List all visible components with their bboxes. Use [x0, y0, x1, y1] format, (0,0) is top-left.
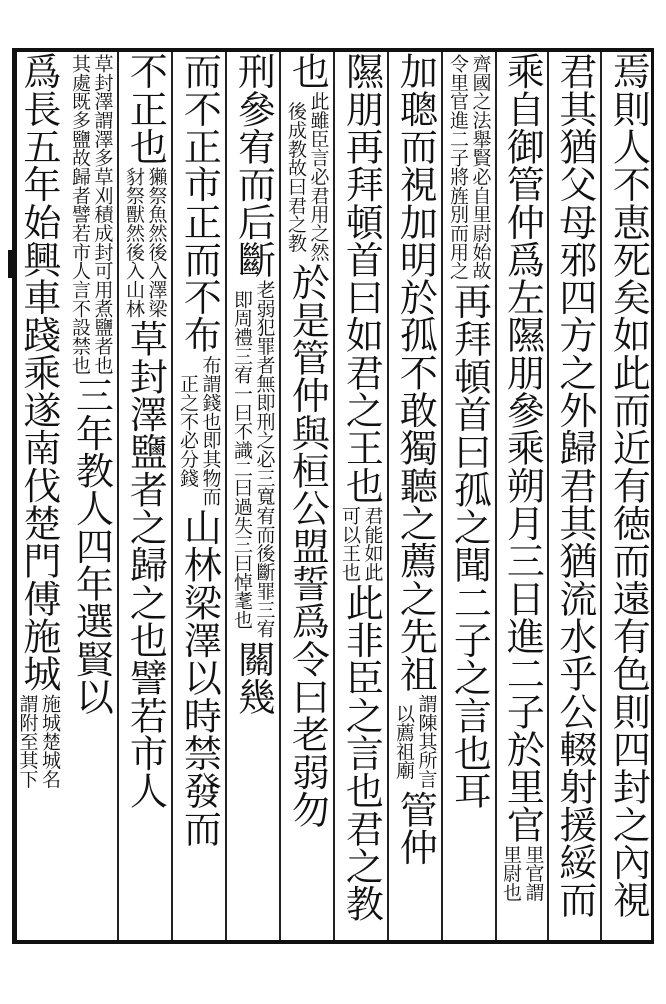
commentary-note [17, 694, 60, 788]
main-text: 隰朋再拜頓首曰如君之王也 [339, 52, 384, 504]
commentary-note [285, 92, 328, 261]
main-text: 君其猶父母邪四方之外歸君其猶流水乎公輟射援綏而 [552, 52, 597, 919]
column-body [393, 52, 436, 932]
note-left-line: 以薦祖廟 [393, 703, 415, 779]
main-text: 再拜頓首曰孤之聞二子之言也耳 [447, 281, 492, 810]
note-left-line: 正之不必分錢 [177, 374, 199, 488]
main-text: 也 [285, 52, 330, 90]
main-text: 加聰而視加明於孤不敢獨聽之薦之先祖 [393, 52, 438, 693]
note-right-line: 里官謂 [522, 844, 545, 902]
commentary-note [177, 355, 220, 506]
main-text: 草封澤鹽者之歸之也譬若市人 [123, 319, 168, 810]
commentary-note [500, 845, 543, 901]
commentary-note [447, 54, 490, 280]
text-column [497, 52, 549, 940]
commentary-note [231, 280, 274, 638]
text-column [389, 52, 443, 940]
column-body [177, 52, 220, 932]
text-column [173, 52, 227, 940]
note-right-line: 草封澤謂澤多草刈積成封可用煮鹽者也 [91, 53, 114, 375]
note-left-line: 令里官進二子將旌別而用之 [447, 53, 469, 280]
main-text: 於是管仲與桓公盟誓爲令曰老弱勿 [285, 263, 330, 828]
text-column [65, 52, 119, 940]
note-left-line: 里尉也 [500, 844, 522, 902]
main-text: 三年教人四年選賢以 [69, 376, 114, 715]
text-column [12, 52, 65, 940]
main-text: 關幾 [231, 639, 276, 715]
column-body [123, 52, 166, 932]
note-left-line: 即周禮三宥一曰不識二曰過失三曰悼耄也 [231, 289, 253, 629]
note-right-line: 布謂錢也即其物而 [199, 355, 222, 506]
note-right-line: 齊國之法舉賢必自里尉始故 [469, 53, 492, 280]
column-body [500, 52, 543, 932]
column-body [339, 52, 382, 932]
main-text: 此非臣之言也君之教 [339, 583, 384, 923]
text-column [119, 52, 173, 940]
text-column [549, 52, 602, 940]
column-body [69, 52, 112, 932]
text-column [443, 52, 497, 940]
column-body [606, 52, 651, 932]
commentary-note [123, 167, 166, 318]
column-body [17, 52, 60, 932]
note-right-line: 老弱犯罪者無即刑之必三寬宥而後斷罪三宥 [253, 279, 276, 638]
text-column [602, 52, 654, 940]
column-body [447, 52, 490, 932]
note-left-line: 其處既多鹽故歸者譬若市人言不設禁也 [69, 53, 91, 375]
commentary-note [393, 694, 436, 788]
main-text: 焉則人不恵死矣如此而近有徳而遠有色則四封之內視 [606, 52, 651, 919]
column-body [231, 52, 274, 932]
note-left-line: 豺祭獸然後入山林 [123, 166, 145, 318]
note-left-line: 後成教故曰君之教 [285, 101, 307, 252]
main-text: 不正也 [123, 52, 168, 165]
commentary-note [339, 506, 382, 581]
column-body [285, 52, 328, 932]
note-right-line: 此雖臣言必君用之然 [307, 91, 330, 262]
note-right-line: 謂陳其所言 [415, 694, 438, 789]
text-columns [12, 52, 654, 940]
main-text: 爲長五年始興車踐乘遂南伐楚門傅施城 [16, 52, 61, 693]
main-text: 管仲 [393, 790, 438, 866]
note-left-line: 謂附至其下 [16, 694, 39, 789]
text-column [227, 52, 281, 940]
column-body [552, 52, 597, 932]
main-text: 乘自御管仲爲左隰朋參乘朔月三日進二子於里官 [500, 52, 545, 843]
commentary-note [69, 54, 112, 374]
main-text: 山林梁澤以時禁發而 [177, 507, 222, 847]
main-text: 而不正市正而不布 [177, 52, 222, 354]
note-right-line: 施城楚城名 [39, 694, 62, 789]
note-right-line: 獺祭魚然後入澤梁 [145, 166, 168, 318]
text-column [281, 52, 335, 940]
note-left-line: 可以王也 [339, 505, 361, 582]
text-column [335, 52, 389, 940]
main-text: 刑參宥而后斷 [231, 52, 276, 278]
note-right-line: 君能如此 [361, 505, 384, 582]
